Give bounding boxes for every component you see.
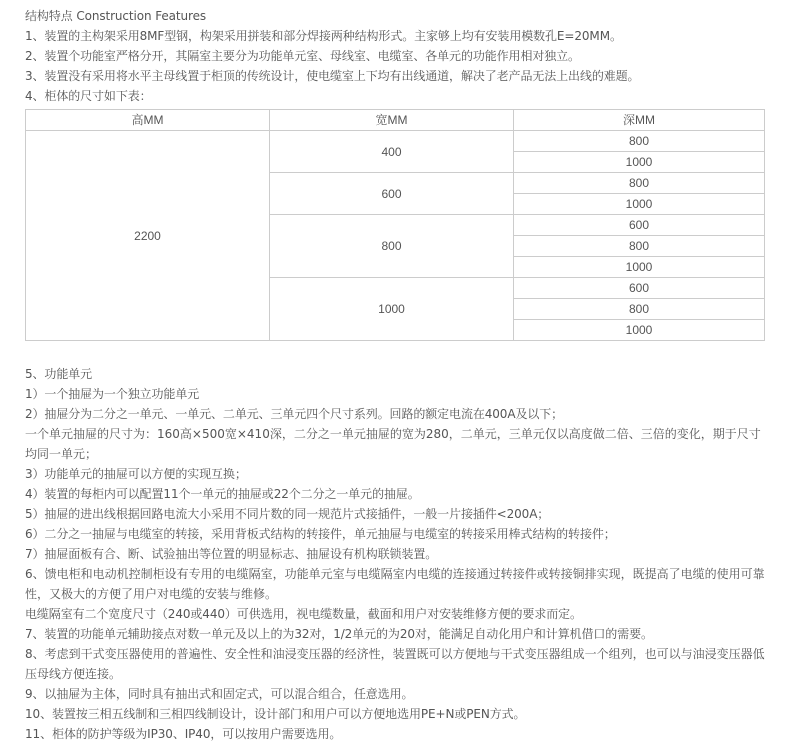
depth-cell: 600 xyxy=(514,215,765,236)
depth-cell: 1000 xyxy=(514,194,765,215)
feature-item-4: 4、柜体的尺寸如下表： xyxy=(25,89,152,103)
unit-item-5: 5）抽屉的进出线根据回路电流大小采用不同片数的同一规范片式接插件，一般一片接插件<200A； xyxy=(25,507,550,521)
depth-cell: 1000 xyxy=(514,152,765,173)
header-depth: 深MM xyxy=(514,110,765,131)
feature-item-11: 11、柜体的防护等级为IP30、IP40，可以按用户需要选用。 xyxy=(25,727,342,741)
unit-item-6: 6）二分之一抽屉与电缆室的转接，采用背板式结构的转接件，单元抽屉与电缆室的转接采用棒式结构的转接件； xyxy=(25,527,616,541)
depth-cell: 800 xyxy=(514,173,765,194)
depth-cell: 800 xyxy=(514,299,765,320)
width-cell: 800 xyxy=(270,215,514,278)
width-cell: 400 xyxy=(270,131,514,173)
unit-item-3: 3）功能单元的抽屉可以方便的实现互换； xyxy=(25,467,247,481)
section-title: 结构特点 Construction Features xyxy=(25,9,207,23)
table-header-row xyxy=(26,110,765,131)
unit-item-4: 4）装置的每柜内可以配置11个一单元的抽屉或22个二分之一单元的抽屉。 xyxy=(25,487,420,501)
unit-item-2: 2）抽屉分为二分之一单元、一单元、二单元、三单元四个尺寸系列。回路的额定电流在400A及以下； xyxy=(25,407,564,421)
construction-features-section xyxy=(25,0,792,106)
width-cell: 1000 xyxy=(270,278,514,341)
unit-item-1: 1）一个抽屉为一个独立功能单元 xyxy=(25,387,200,401)
section-heading: 5、功能单元 xyxy=(25,367,93,381)
depth-cell: 1000 xyxy=(514,320,765,341)
unit-item-2-detail: 一个单元抽屉的尺寸为：160高×500宽×410深，二分之一单元抽屉的宽为280，二单元，三单元仅以高度做二倍、三倍的变化，期于尺寸均同一单元； xyxy=(25,427,761,461)
feature-item-1: 1、装置的主构架采用8MF型钢，构架采用拼装和部分焊接两种结构形式。主家够上均有安装用模数孔E=20MM。 xyxy=(25,29,622,43)
functional-units-section xyxy=(25,364,792,564)
depth-cell: 1000 xyxy=(514,257,765,278)
feature-item-8: 8、考虑到干式变压器使用的普遍性、安全性和油浸变压器的经济性，装置既可以方便地与干式变压器组成一个组列，也可以与油浸变压器低压母线方便连接。 xyxy=(25,647,765,681)
depth-cell: 800 xyxy=(514,131,765,152)
additional-features-section xyxy=(25,564,792,744)
cabinet-dimensions-table xyxy=(25,109,765,341)
table-row xyxy=(26,131,765,152)
cable-compartment-note: 电缆隔室有二个宽度尺寸（240或440）可供选用，视电缆数量，截面和用户对安装维修方便的要求而定。 xyxy=(25,607,582,621)
feature-item-7: 7、装置的功能单元辅助接点对数一单元及以上的为32对，1/2单元的为20对，能满足自动化用户和计算机借口的需要。 xyxy=(25,627,653,641)
feature-item-10: 10、装置按三相五线制和三相四线制设计，设计部门和用户可以方便地选用PE+N或PEN方式。 xyxy=(25,707,526,721)
width-cell: 600 xyxy=(270,173,514,215)
spacer xyxy=(25,341,792,364)
feature-item-3: 3、装置没有采用将水平主母线置于柜顶的传统设计，使电缆室上下均有出线通道，解决了老产品无法上出线的难题。 xyxy=(25,69,640,83)
header-height: 高MM xyxy=(26,110,270,131)
height-cell: 2200 xyxy=(26,131,270,341)
depth-cell: 600 xyxy=(514,278,765,299)
depth-cell: 800 xyxy=(514,236,765,257)
feature-item-6: 6、馈电柜和电动机控制柜设有专用的电缆隔室，功能单元室与电缆隔室内电缆的连接通过转接件或转接铜排实现，既提高了电缆的使用可靠性，又极大的方便了用户对电缆的安装与维修。 xyxy=(25,567,765,601)
feature-item-2: 2、装置个功能室严格分开，其隔室主要分为功能单元室、母线室、电缆室、各单元的功能作用相对独立。 xyxy=(25,49,580,63)
unit-item-7: 7）抽屉面板有合、断、试验抽出等位置的明显标志、抽屉设有机构联锁装置。 xyxy=(25,547,438,561)
header-width: 宽MM xyxy=(270,110,514,131)
feature-item-9: 9、以抽屉为主体，同时具有抽出式和固定式，可以混合组合，任意选用。 xyxy=(25,687,414,701)
